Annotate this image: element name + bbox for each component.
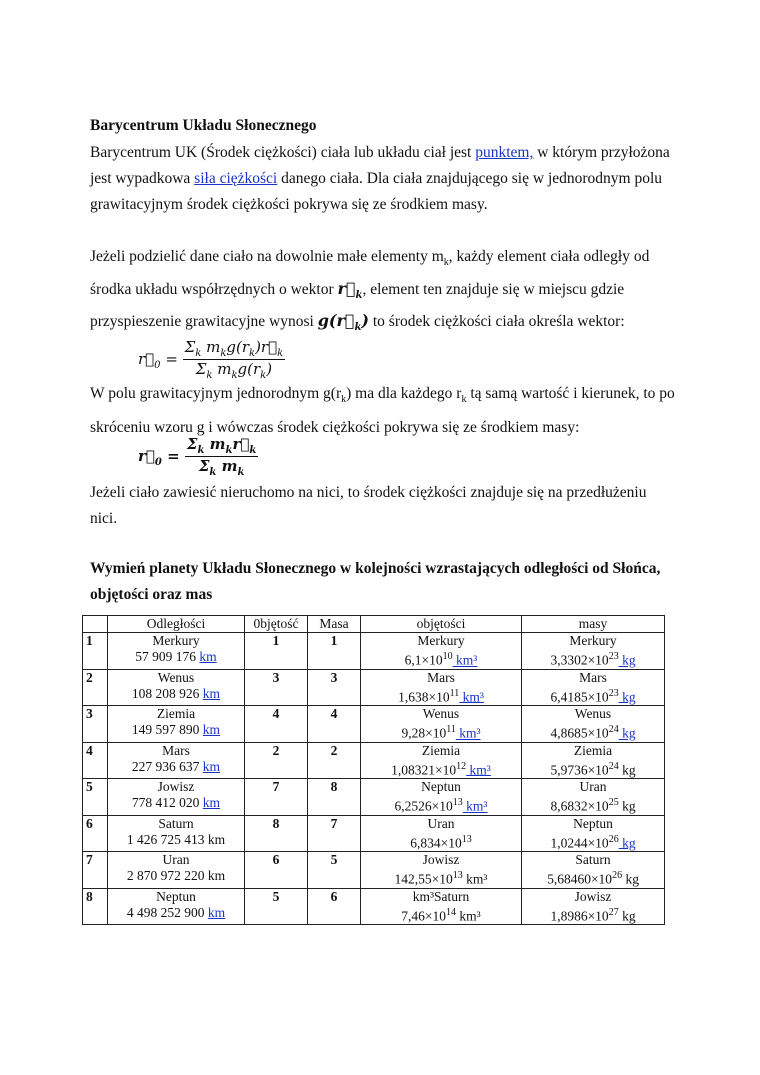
- mass-cell: [522, 815, 665, 852]
- volume-rank-cell: 2: [245, 742, 308, 779]
- unit-link[interactable]: km: [207, 904, 226, 920]
- text-line: skróceniu wzoru g i wówczas środek ciężkości pokrywa się ze środkiem masy:: [90, 419, 580, 437]
- formula-lhs: $r⃗_0$ =: [138, 349, 183, 371]
- exponent: 13: [461, 833, 472, 845]
- mass-cell: [522, 888, 665, 925]
- volume-value: 7,46×10: [401, 908, 447, 923]
- text-line: nici.: [90, 510, 118, 527]
- paragraph-suspension: [90, 480, 646, 532]
- planet-name: Ziemia: [573, 742, 613, 758]
- volume-rank-cell: 7: [245, 779, 308, 816]
- mass-cell: [522, 706, 665, 743]
- unit: kg: [618, 908, 636, 923]
- planet-name: km³Saturn: [412, 888, 470, 904]
- table-header-row: [83, 616, 665, 633]
- unit-link[interactable]: km³: [462, 798, 488, 814]
- planet-name: Uran: [579, 779, 607, 794]
- paragraph-elements: [90, 244, 649, 276]
- unit-link[interactable]: kg: [618, 725, 636, 741]
- mass-value: 5,9736×10: [550, 762, 609, 777]
- paragraph-elements-line2: [90, 276, 624, 309]
- planet-name: Saturn: [575, 852, 611, 867]
- mass-value: 1,8986×10: [550, 908, 609, 923]
- mass-cell: [522, 742, 665, 779]
- distance-cell: [108, 742, 245, 779]
- exponent: 24: [608, 724, 619, 735]
- distance-value: 1 426 725 413: [126, 831, 208, 847]
- planet-name: Jowisz: [422, 852, 460, 867]
- row-index: 2: [83, 669, 108, 706]
- mass-cell: [522, 852, 665, 889]
- distance-value: 108 208 926: [131, 685, 203, 701]
- header-cell-volumes: objętości: [361, 616, 522, 633]
- text: W polu grawitacyjnym jednorodnym g(r: [90, 385, 342, 402]
- mass-value: 1,0244×10: [550, 835, 609, 850]
- exponent: 13: [452, 797, 463, 808]
- header-cell-volume-rank: 0bjętość: [245, 616, 308, 633]
- volume-rank-cell: 1: [245, 633, 308, 670]
- text: ) ma dla każdego r: [346, 385, 462, 402]
- mass-cell: [522, 669, 665, 706]
- mass-value: 3,3302×10: [550, 652, 609, 668]
- text: jest wypadkowa: [90, 170, 195, 187]
- vector-rk-symbol: $r⃗_k$: [337, 279, 363, 302]
- table-row: [83, 779, 665, 816]
- gravity-vector-symbol: $g(r⃗_k)$: [317, 311, 369, 334]
- distance-cell: [108, 888, 245, 925]
- exponent: 13: [452, 870, 463, 881]
- row-index: 6: [83, 815, 108, 852]
- distance-cell: [108, 633, 245, 670]
- volume-cell: [361, 633, 522, 670]
- volume-value: 9,28×10: [401, 725, 447, 741]
- paragraph-uniform-field: [90, 381, 675, 441]
- unit: km³: [456, 908, 481, 923]
- volume-value: 6,2526×10: [394, 798, 453, 814]
- text: Barycentrum UK (Środek ciężkości) ciała lub układu ciał jest: [90, 144, 476, 161]
- exponent: 10: [442, 651, 453, 662]
- unit-link[interactable]: km: [202, 758, 221, 774]
- distance-value: 778 412 020: [131, 795, 203, 810]
- exponent: 26: [608, 833, 619, 845]
- planet-name: Mars: [579, 669, 607, 685]
- unit-link[interactable]: km³: [455, 725, 481, 741]
- text-line: grawitacyjnym środek ciężkości pokrywa się ze środkiem masy.: [90, 196, 488, 213]
- unit-link[interactable]: km: [202, 795, 221, 810]
- header-cell-distances: Odległości: [108, 616, 245, 633]
- link-punktem[interactable]: punktem,: [475, 144, 534, 161]
- row-index: 1: [83, 633, 108, 670]
- volume-value: 1,08321×10: [391, 762, 457, 777]
- formula-lhs: $r⃗_0$ =: [138, 446, 185, 468]
- formula-fraction: $\frac{\Sigma_k m_kr⃗_k}{\Sigma_k m_k}$: [186, 435, 257, 478]
- planet-name: Merkury: [569, 633, 617, 648]
- planet-name: Saturn: [158, 815, 194, 831]
- planet-name: Neptun: [573, 815, 613, 831]
- mass-value: 8,6832×10: [550, 798, 609, 814]
- unit-link[interactable]: km: [202, 722, 221, 737]
- table-row: [83, 742, 665, 779]
- exponent: 26: [612, 870, 623, 881]
- volume-cell: [361, 706, 522, 743]
- planet-name: Uran: [427, 815, 455, 831]
- volume-value: 1,638×10: [398, 689, 450, 704]
- mass-rank-cell: 4: [308, 706, 361, 743]
- volume-rank-cell: 5: [245, 888, 308, 925]
- exponent: 14: [446, 906, 457, 918]
- planet-name: Neptun: [421, 779, 461, 794]
- unit: km³: [462, 871, 488, 887]
- unit-link[interactable]: km: [199, 649, 217, 664]
- unit-link[interactable]: kg: [618, 689, 636, 704]
- formula-center-of-gravity: [138, 338, 285, 381]
- text: danego ciała. Dla ciała znajdującego się w jednorodnym polu: [277, 170, 663, 187]
- text: , element ten znajduje się w miejscu gdzie: [362, 281, 625, 298]
- planet-name: Wenus: [574, 706, 612, 721]
- formula-center-of-mass: [138, 435, 258, 478]
- volume-rank-cell: 3: [245, 669, 308, 706]
- table-row: [83, 633, 665, 670]
- planet-name: Merkury: [417, 633, 465, 648]
- distance-cell: [108, 669, 245, 706]
- mass-rank-cell: 1: [308, 633, 361, 670]
- volume-cell: [361, 815, 522, 852]
- volume-cell: [361, 742, 522, 779]
- mass-rank-cell: 6: [308, 888, 361, 925]
- planet-name: Neptun: [156, 888, 196, 904]
- mass-value: 4,8685×10: [550, 725, 609, 741]
- mass-rank-cell: 3: [308, 669, 361, 706]
- planet-name: Ziemia: [421, 742, 461, 758]
- distance-value: 227 936 637: [131, 758, 203, 774]
- text: w którym przyłożona: [533, 144, 670, 161]
- formula-fraction: $\frac{\Sigma_k m_kg(r_k)r⃗_k}{\Sigma_k m_kg(r_k)}$: [184, 338, 284, 381]
- table-row: [83, 669, 665, 706]
- text: tą samą wartość i kierunek, to po: [466, 385, 675, 402]
- unit: km: [207, 868, 226, 883]
- text-line: Jeżeli ciało zawiesić nieruchomo na nici, to środek ciężkości znajduje się na przedłużeniu: [90, 484, 647, 501]
- unit-link[interactable]: km³: [466, 762, 491, 777]
- table-body: [83, 633, 665, 925]
- volume-cell: [361, 669, 522, 706]
- mass-rank-cell: 5: [308, 852, 361, 889]
- exponent: 27: [608, 906, 619, 918]
- planet-name: Wenus: [157, 669, 195, 685]
- text-line: [90, 381, 675, 413]
- text-line: [90, 140, 680, 166]
- row-index: 8: [83, 888, 108, 925]
- header-cell-masses: masy: [522, 616, 665, 633]
- mass-rank-cell: 8: [308, 779, 361, 816]
- row-index: 3: [83, 706, 108, 743]
- distance-value: 149 597 890: [131, 722, 203, 737]
- planet-name: Wenus: [422, 706, 460, 721]
- subscript: k: [461, 394, 467, 406]
- distance-cell: [108, 815, 245, 852]
- planet-name: Uran: [162, 852, 190, 867]
- paragraph-barycenter-definition: [90, 140, 680, 218]
- exponent: 11: [446, 724, 456, 735]
- heading-line: Wymień planety Układu Słonecznego w kolejności wzrastających odległości od Słońca,: [90, 560, 661, 577]
- text-line: [90, 166, 680, 192]
- volume-value: 6,834×10: [410, 835, 462, 850]
- row-index: 7: [83, 852, 108, 889]
- page-title: Barycentrum Układu Słonecznego: [90, 117, 317, 134]
- row-index: 4: [83, 742, 108, 779]
- planet-name: Ziemia: [156, 706, 196, 721]
- subscript: k: [341, 394, 347, 406]
- unit: kg: [622, 871, 639, 887]
- volume-cell: [361, 888, 522, 925]
- distance-cell: [108, 779, 245, 816]
- exponent: 23: [608, 651, 619, 662]
- mass-rank-cell: 7: [308, 815, 361, 852]
- distance-value: 57 909 176: [135, 649, 200, 664]
- link-sila-ciezkosci[interactable]: siła ciężkości: [194, 170, 278, 187]
- text-line: [90, 308, 625, 341]
- text-line: [90, 244, 649, 276]
- volume-value: 142,55×10: [394, 871, 453, 887]
- planet-name: Mars: [427, 669, 455, 685]
- exponent: 24: [608, 760, 619, 772]
- unit-link[interactable]: kg: [618, 652, 636, 668]
- table-row: [83, 815, 665, 852]
- volume-rank-cell: 4: [245, 706, 308, 743]
- heading-line: objętości oraz mas: [90, 586, 213, 603]
- volume-value: 6,1×10: [404, 652, 443, 668]
- planet-name: Jowisz: [157, 779, 195, 794]
- text: , każdy element ciała odległy od: [448, 248, 650, 265]
- volume-cell: [361, 779, 522, 816]
- mass-cell: [522, 779, 665, 816]
- row-index: 5: [83, 779, 108, 816]
- mass-cell: [522, 633, 665, 670]
- mass-value: 5,68460×10: [547, 871, 613, 887]
- table-row: [83, 706, 665, 743]
- planet-name: Mars: [162, 742, 190, 758]
- planet-name: Merkury: [152, 633, 200, 648]
- text: środka układu współrzędnych o wektor: [90, 281, 338, 298]
- exponent: 12: [456, 760, 467, 772]
- unit-link[interactable]: kg: [618, 835, 636, 850]
- exponent: 11: [449, 687, 460, 699]
- table-row: [83, 888, 665, 925]
- unit: kg: [618, 762, 636, 777]
- mass-rank-cell: 2: [308, 742, 361, 779]
- unit: km: [207, 831, 226, 847]
- unit-link[interactable]: km³: [452, 652, 478, 668]
- paragraph-elements-line3: [90, 308, 625, 341]
- distance-cell: [108, 706, 245, 743]
- exponent: 23: [608, 687, 619, 699]
- header-cell-index: [83, 616, 108, 633]
- distance-cell: [108, 852, 245, 889]
- unit-link[interactable]: km: [202, 685, 221, 701]
- distance-value: 4 498 252 900: [126, 904, 208, 920]
- text: przyspieszenie grawitacyjne wynosi: [90, 313, 318, 330]
- section-heading: [90, 560, 660, 604]
- exponent: 25: [608, 797, 619, 808]
- unit-link[interactable]: km³: [459, 689, 484, 704]
- planet-name: Jowisz: [574, 888, 612, 904]
- text: to środek ciężkości ciała określa wektor:: [369, 313, 625, 330]
- text: Jeżeli podzielić dane ciało na dowolnie małe elementy m: [90, 248, 444, 265]
- planets-table: [82, 615, 665, 925]
- unit: kg: [618, 798, 636, 814]
- volume-rank-cell: 6: [245, 852, 308, 889]
- table-row: [83, 852, 665, 889]
- mass-value: 6,4185×10: [550, 689, 609, 704]
- distance-value: 2 870 972 220: [126, 868, 208, 883]
- subscript: k: [443, 257, 449, 269]
- volume-cell: [361, 852, 522, 889]
- header-cell-mass-rank: Masa: [308, 616, 361, 633]
- text-line: [90, 276, 624, 309]
- volume-rank-cell: 8: [245, 815, 308, 852]
